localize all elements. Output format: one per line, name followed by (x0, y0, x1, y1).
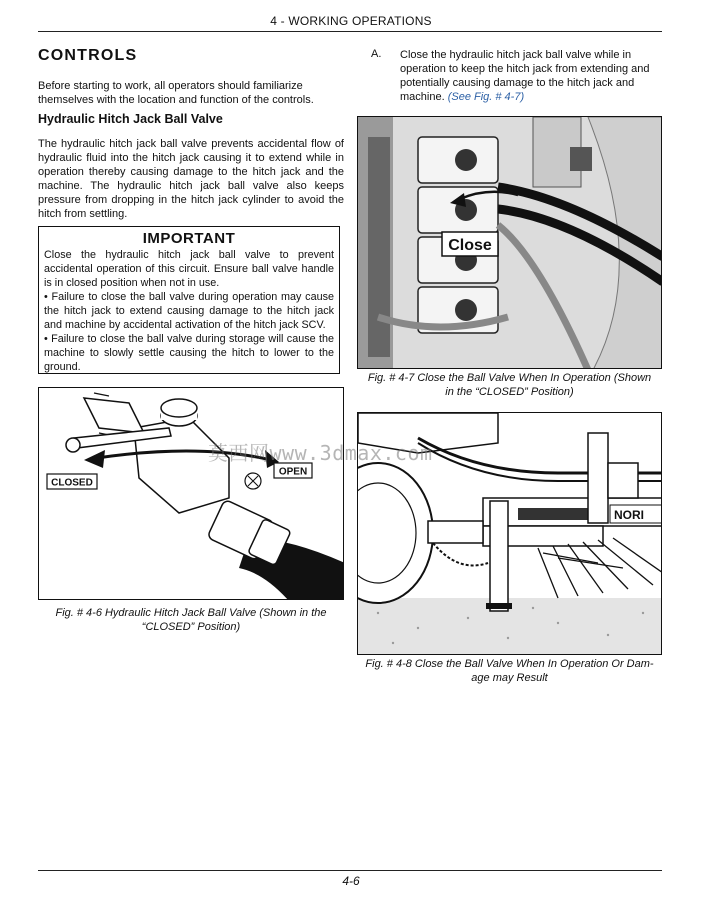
ball-valve-heading: Hydraulic Hitch Jack Ball Valve (38, 112, 223, 126)
figure-4-6-caption: Fig. # 4-6 Hydraulic Hitch Jack Ball Valve (Shown in the “CLOSED” Position) (55, 607, 327, 633)
watermark-text: 莫西网www.3dmax.com (208, 441, 433, 465)
section-header: 4 - WORKING OPERATIONS (270, 14, 432, 28)
figure-4-7-caption: Fig. # 4-7 Close the Ball Valve When In Operation (Shown in the “CLOSED” Position) (367, 372, 652, 398)
close-valve-photo (358, 117, 662, 369)
figure-4-6 (38, 387, 344, 600)
ball-valve-illustration (39, 388, 344, 600)
important-line-3: • Failure to close the ball valve during storage will cause the machine to slowly settle causing the hitch to lower to the ground. (44, 333, 334, 373)
step-text: Close the hydraulic hitch jack ball valve while in operation to keep the hitch jack from extending and potentially causing damage to the hitch jack and machine. (See Fig. # 4-7) (400, 49, 650, 103)
page-number: 4-6 (342, 874, 360, 888)
figure-reference-link[interactable]: (See Fig. # 4-7) (447, 91, 525, 103)
step-letter: A. (371, 48, 382, 60)
label-open: OPEN (278, 466, 308, 478)
ball-valve-paragraph: The hydraulic hitch jack ball valve prevents accidental flow of hydraulic fluid into the hitch jack causing it to extend while in operation thereby causing damage to the hitch jack and the machine. The hydraulic hitch jack ball valve also keeps pressure from dropping in the hitch jack cylinder to avoid the hitch from settling. (38, 138, 344, 220)
brand-badge: NORI (614, 508, 644, 522)
header-rule (38, 31, 662, 32)
important-line-1: Close the hydraulic hitch jack ball valve to prevent accidental operation of this circuit. Ensure ball valve handle is in closed position when not in use. (44, 249, 334, 289)
controls-heading: CONTROLS (38, 47, 138, 64)
footer-rule (38, 870, 662, 871)
intro-paragraph: Before starting to work, all operators should familiarize themselves with the location and function of the controls. (38, 80, 314, 106)
important-box (38, 226, 340, 374)
figure-4-8-caption: Fig. # 4-8 Close the Ball Valve When In Operation Or Dam- age may Result (365, 658, 654, 684)
important-line-2: • Failure to close the ball valve during operation may cause the hitch jack to extend causing damage to the hitch jack and machine by accidental activation of the hitch jack SCV. (44, 291, 334, 331)
label-closed: CLOSED (51, 477, 93, 489)
label-close: Close (448, 237, 492, 254)
figure-4-7 (357, 116, 662, 369)
important-title: IMPORTANT (142, 230, 236, 247)
